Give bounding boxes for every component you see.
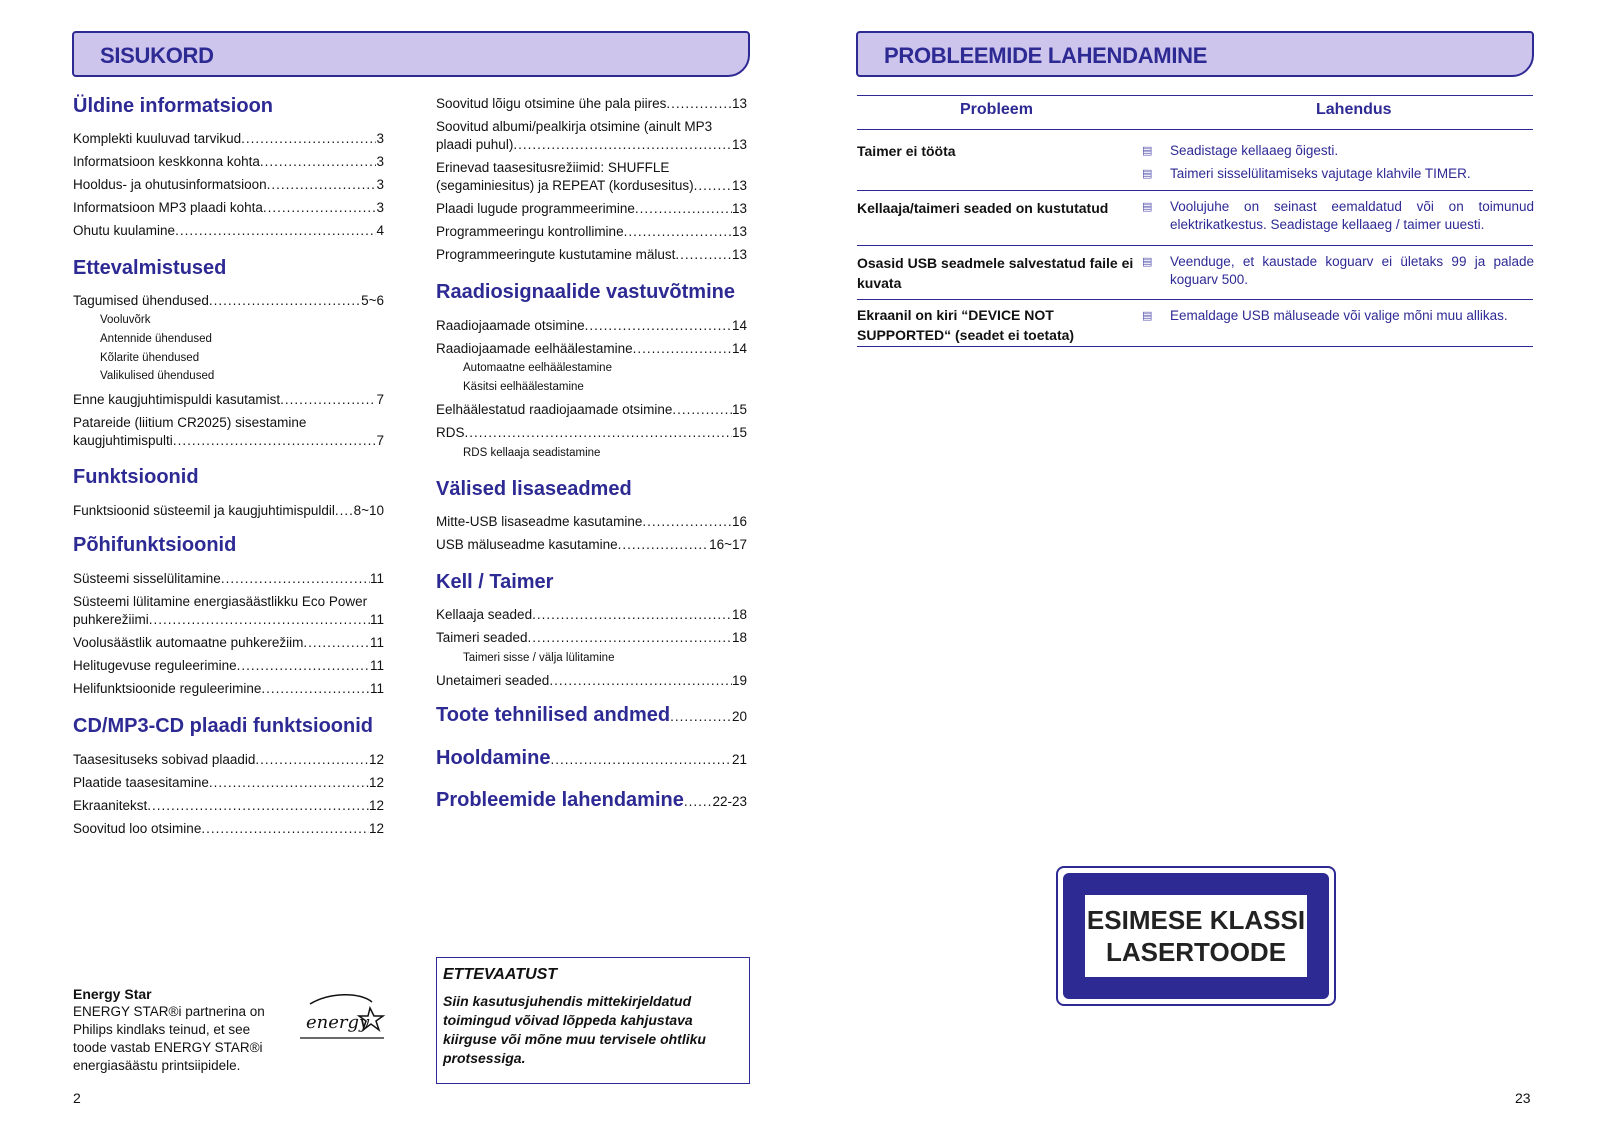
energy-star-title: Energy Star (73, 986, 152, 1002)
toc-entry[interactable] (436, 200, 747, 218)
caution-body: Siin kasutusjuhendis mittekirjeldatud toimingud võivad lõppeda kahjustava kiirguse või mõne muu tervisele ohtliku protsessiga. (443, 993, 706, 1066)
toc-entry[interactable] (436, 401, 747, 419)
toc-entry[interactable] (436, 672, 747, 690)
toc-entry-text: Taimeri seaded (436, 630, 528, 645)
toc-entry[interactable] (73, 611, 384, 629)
toc-section-entry[interactable] (436, 704, 747, 727)
toc-entry-line[interactable]: Soovitud albumi/pealkirja otsimine (ainult MP3 (436, 119, 713, 134)
toc-entry[interactable] (73, 680, 384, 698)
laser-product-label (1056, 866, 1336, 1006)
toc-section-title: Raadiosignaalide vastuvõtmine (436, 281, 735, 303)
toc-entry-page: 13 (731, 96, 747, 111)
toc-entry-text: Informatsioon keskkonna kohta (73, 154, 260, 169)
toc-entry-page: 14 (731, 318, 747, 333)
toc-subentry[interactable]: Antennide ühendused (100, 333, 212, 345)
toc-entry[interactable] (73, 820, 384, 838)
toc-entry-text: Programmeeringu kontrollimine (436, 224, 624, 239)
toc-entry-page: 14 (731, 341, 747, 356)
toc-section-entry[interactable] (436, 747, 747, 770)
toc-entry-page: 7 (376, 392, 384, 407)
toc-entry[interactable] (73, 222, 384, 240)
problem-cell: Ekraanil on kiri “DEVICE NOT SUPPORTED“ (seadet ei toetata) (857, 307, 1075, 343)
toc-subentry[interactable]: Valikulised ühendused (100, 370, 215, 382)
list-bullet-icon: ▤ (1142, 145, 1153, 157)
toc-entry-page: 13 (731, 137, 747, 152)
toc-entry-page: 3 (376, 131, 384, 146)
toc-entry-page: 11 (369, 681, 384, 696)
toc-entry-text: Hooldus- ja ohutusinformatsioon (73, 177, 267, 192)
toc-entry-page: 11 (369, 612, 384, 627)
toc-entry-page: 11 (369, 571, 384, 586)
solution-cell (1142, 253, 1534, 289)
caution-box (436, 957, 750, 1084)
toc-entry[interactable] (436, 340, 747, 358)
toc-entry-text: Informatsioon MP3 plaadi kohta (73, 200, 263, 215)
toc-entry-text: Enne kaugjuhtimispuldi kasutamist (73, 392, 281, 407)
solution-cell (1142, 307, 1534, 325)
troubleshooting-header (856, 31, 1534, 77)
toc-section-entry-title: Hooldamine (436, 747, 551, 769)
toc-entry[interactable] (436, 424, 747, 442)
toc-entry-page: 13 (731, 201, 747, 216)
toc-entry-page: 12 (368, 821, 384, 836)
toc-entry[interactable] (436, 606, 747, 624)
toc-entry-line[interactable]: Patareide (liitium CR2025) sisestamine (73, 415, 307, 430)
solution-cell (1142, 198, 1534, 234)
toc-entry-text: Taasesituseks sobivad plaadid (73, 752, 256, 767)
toc-entry[interactable] (73, 570, 384, 588)
toc-entry-page: 16 (731, 514, 747, 529)
toc-entry[interactable] (436, 317, 747, 335)
toc-subentry[interactable]: RDS kellaaja seadistamine (463, 447, 601, 459)
toc-entry-page: 13 (731, 178, 747, 193)
toc-entry-text: Süsteemi sisselülitamine (73, 571, 221, 586)
list-item: ▤ Eemaldage USB mäluseade või valige mõni muu allikas. (1142, 308, 1508, 323)
list-bullet-icon: ▤ (1142, 201, 1153, 213)
toc-entry-page: 12 (368, 798, 384, 813)
toc-entry-text: Kellaaja seaded (436, 607, 533, 622)
troubleshooting-header-title: PROBLEEMIDE LAHENDAMINE (884, 43, 1208, 68)
toc-entry-page: 16~17 (709, 537, 747, 552)
toc-entry-text: Raadiojaamade eelhäälestamine (436, 341, 633, 356)
toc-entry[interactable] (436, 136, 747, 154)
toc-entry-line[interactable]: Erinevad taasesitusrežiimid: SHUFFLE (436, 160, 670, 175)
toc-entry-text: Unetaimeri seaded (436, 673, 550, 688)
laser-label-line1: ESIMESE KLASSI (1086, 905, 1306, 935)
toc-entry-page: 13 (731, 247, 747, 262)
toc-subentry[interactable]: Taimeri sisse / välja lülitamine (463, 652, 615, 664)
toc-entry-text: Soovitud lõigu otsimine ühe pala piires (436, 96, 667, 111)
toc-entry[interactable] (436, 536, 747, 554)
page-number-right: 23 (1515, 1090, 1531, 1106)
toc-section-title: Funktsioonid (73, 466, 199, 488)
toc-entry-page: 8~10 (353, 503, 384, 518)
toc-section-entry[interactable] (436, 789, 747, 812)
toc-entry[interactable] (436, 513, 747, 531)
toc-entry-page: 13 (731, 224, 747, 239)
list-item: ▤ Voolujuhe on seinast eemaldatud või on toimunud elektrikatkestus. Seadistage kellaaeg / taimer uuesti. (1142, 199, 1534, 232)
toc-entry-text: Helifunktsioonide reguleerimine (73, 681, 262, 696)
caution-title: ETTEVAATUST (443, 966, 558, 983)
energy-star-note (73, 985, 283, 1075)
toc-entry[interactable] (73, 130, 384, 148)
toc-entry-page: 12 (368, 752, 384, 767)
toc-entry[interactable] (73, 797, 384, 815)
toc-entry-text: Helitugevuse reguleerimine (73, 658, 237, 673)
toc-entry[interactable] (73, 176, 384, 194)
toc-entry[interactable] (436, 95, 747, 113)
energy-star-logo-icon (300, 990, 386, 1042)
list-bullet-icon: ▤ (1142, 256, 1153, 268)
toc-entry[interactable] (73, 199, 384, 217)
toc-entry[interactable] (73, 292, 384, 310)
toc-section-title: Põhifunktsioonid (73, 534, 237, 556)
toc-entry-text: Voolusäästlik automaatne puhkerežiim (73, 635, 304, 650)
toc-entry-text: Mitte-USB lisaseadme kasutamine (436, 514, 643, 529)
toc-entry-page: 7 (376, 433, 384, 448)
toc-entry-page: 4 (376, 223, 384, 238)
problem-cell: Kellaaja/taimeri seaded on kustutatud (857, 200, 1109, 216)
toc-subentry[interactable]: Käsitsi eelhäälestamine (463, 381, 584, 393)
toc-entry-text: kaugjuhtimispulti (73, 433, 173, 448)
column-header-problem: Probleem (960, 101, 1033, 118)
problem-cell: Osasid USB seadmele salvestatud faile ei kuvata (857, 255, 1134, 291)
toc-entry-text: Ekraanitekst (73, 798, 148, 813)
toc-entry-page: 19 (731, 673, 747, 688)
list-bullet-icon: ▤ (1142, 168, 1153, 180)
toc-entry-text: RDS (436, 425, 465, 440)
toc-entry-text: Komplekti kuuluvad tarvikud (73, 131, 242, 146)
toc-entry[interactable] (436, 177, 747, 195)
toc-entry-page: 15 (731, 425, 747, 440)
toc-entry-text: Soovitud loo otsimine (73, 821, 202, 836)
toc-entry-text: Raadiojaamade otsimine (436, 318, 585, 333)
toc-entry-text: Funktsioonid süsteemil ja kaugjuhtimispuldil (73, 503, 335, 518)
toc-entry[interactable] (73, 153, 384, 171)
energy-star-body: ENERGY STAR®i partnerina on Philips kindlaks teinud, et see toode vastab ENERGY STAR®i energiasäästu printsiipidele. (73, 1004, 265, 1073)
toc-entry-page: 11 (369, 658, 384, 673)
toc-header (72, 31, 750, 77)
toc-entry-page: 18 (731, 607, 747, 622)
list-bullet-icon: ▤ (1142, 310, 1153, 322)
problem-cell: Taimer ei tööta (857, 143, 956, 159)
toc-subentry[interactable]: Kõlarite ühendused (100, 352, 200, 364)
toc-entry[interactable] (73, 774, 384, 792)
toc-entry[interactable] (73, 657, 384, 675)
toc-entry-page: 3 (376, 154, 384, 169)
toc-entry-page: 22-23 (712, 794, 747, 809)
laser-label-line2: LASERTOODE (1105, 937, 1287, 967)
toc-entry-text: (segaminiesitus) ja REPEAT (kordusesitus) (436, 178, 694, 193)
toc-entry-page: 12 (368, 775, 384, 790)
toc-section-title: Kell / Taimer (436, 571, 554, 593)
toc-section-title: CD/MP3-CD plaadi funktsioonid (73, 715, 373, 737)
toc-entry[interactable] (436, 223, 747, 241)
toc-entry-text: Tagumised ühendused (73, 293, 209, 308)
column-header-solution: Lahendus (1316, 101, 1392, 118)
toc-entry[interactable] (436, 246, 747, 264)
toc-entry-page: 21 (731, 752, 747, 767)
toc-entry[interactable] (73, 502, 384, 520)
toc-entry-page: 3 (376, 177, 384, 192)
toc-entry-text: Programmeeringute kustutamine mälust (436, 247, 676, 262)
toc-entry-text: Plaatide taasesitamine (73, 775, 209, 790)
toc-entry-page: 5~6 (361, 293, 384, 308)
toc-entry[interactable] (73, 391, 384, 409)
toc-entry-text: Ohutu kuulamine (73, 223, 176, 238)
toc-entry[interactable] (73, 751, 384, 769)
toc-subentry[interactable]: Vooluvõrk (100, 314, 151, 326)
toc-entry-page: 11 (369, 635, 384, 650)
toc-section-entry-title: Toote tehnilised andmed (436, 704, 671, 726)
toc-header-title: SISUKORD (100, 43, 214, 68)
toc-section-title: Ettevalmistused (73, 257, 227, 279)
energy-star-logo-text: energy (306, 1012, 370, 1033)
toc-entry-page: 15 (731, 402, 747, 417)
toc-entry-page: 20 (731, 709, 747, 724)
list-item: ▤ Seadistage kellaaeg õigesti. (1142, 143, 1339, 158)
toc-entry-page: 18 (731, 630, 747, 645)
page-number-left: 2 (73, 1090, 81, 1106)
toc-section-title: Välised lisaseadmed (436, 478, 632, 500)
toc-section-entry-title: Probleemide lahendamine (436, 789, 684, 811)
toc-entry[interactable] (73, 432, 384, 450)
toc-entry-text: USB mäluseadme kasutamine (436, 537, 618, 552)
toc-entry-text: puhkerežiimi (73, 612, 149, 627)
toc-entry-text: Plaadi lugude programmeerimine (436, 201, 635, 216)
toc-entry-page: 3 (376, 200, 384, 215)
toc-entry[interactable] (73, 634, 384, 652)
toc-section-title: Üldine informatsioon (73, 95, 273, 117)
solution-cell (1142, 142, 1534, 183)
toc-entry-text: plaadi puhul) (436, 137, 514, 152)
list-item: ▤ Veenduge, et kaustade koguarv ei ületaks 99 ja palade koguarv 500. (1142, 254, 1534, 287)
toc-entry-line[interactable]: Süsteemi lülitamine energiasäästlikku Eco Power (73, 594, 368, 609)
toc-entry[interactable] (436, 629, 747, 647)
toc-entry-text: Eelhäälestatud raadiojaamade otsimine (436, 402, 673, 417)
toc-subentry[interactable]: Automaatne eelhäälestamine (463, 362, 612, 374)
list-item: ▤ Taimeri sisselülitamiseks vajutage klahvile TIMER. (1142, 166, 1471, 181)
